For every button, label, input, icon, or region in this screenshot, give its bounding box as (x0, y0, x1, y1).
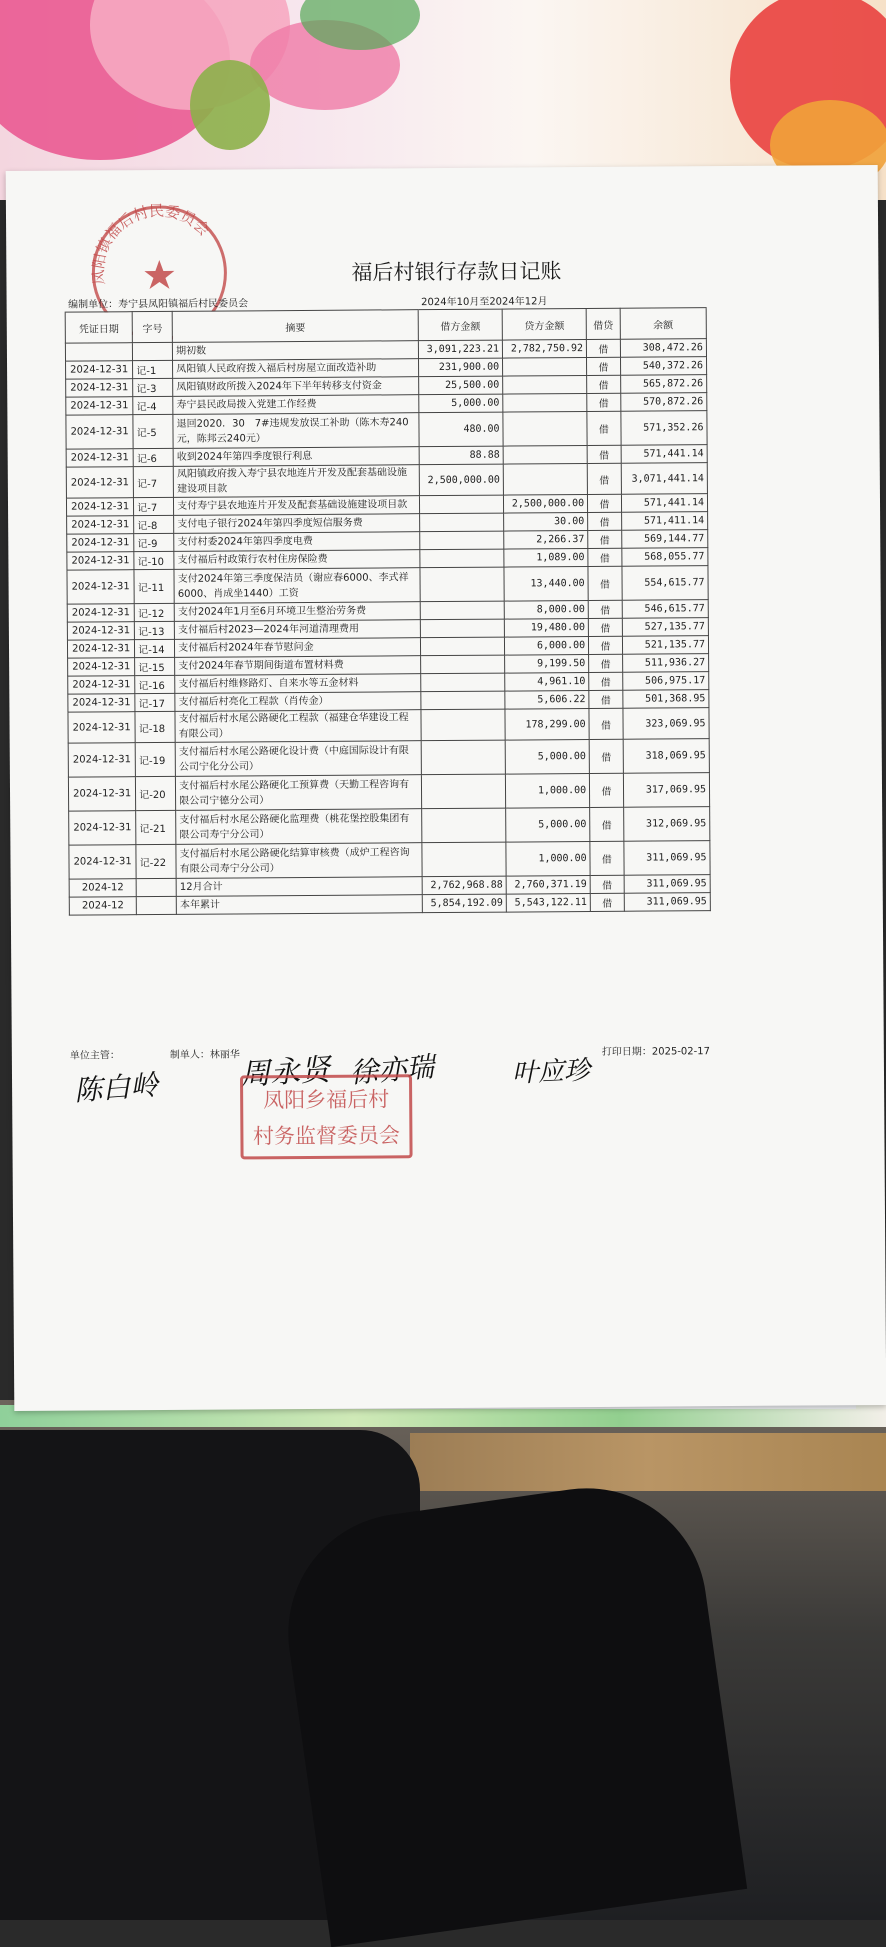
cell-voucher-no: 记-17 (135, 693, 175, 711)
cell-date: 2024-12-31 (67, 534, 134, 552)
cell-description: 期初数 (173, 341, 419, 361)
ledger-body (65, 339, 710, 915)
cell-voucher-no: 记-6 (133, 448, 173, 466)
cell-date: 2024-12-31 (68, 712, 135, 743)
cell-balance: 501,368.95 (623, 690, 709, 709)
cell-debit (422, 842, 506, 877)
cell-credit: 2,266.37 (504, 531, 588, 550)
cell-balance: 571,411.14 (621, 512, 707, 531)
cell-description: 凤阳镇财政所拨入2024年下半年转移支付资金 (173, 377, 419, 397)
cell-description: 支付2024年春节期间街道布置材料费 (175, 656, 421, 676)
cell-description: 凤阳镇政府拨入寿宁县农地连片开发及配套基础设施建设项目款 (173, 465, 419, 498)
cell-debit (420, 619, 504, 638)
cell-date: 2024-12-31 (67, 516, 134, 534)
cell-description: 支付福后村2024年春节慰问金 (175, 638, 421, 658)
cell-date: 2024-12-31 (66, 361, 133, 379)
cell-date: 2024-12-31 (67, 552, 134, 570)
cell-voucher-no: 记-5 (133, 414, 173, 448)
cell-dc: 借 (588, 600, 622, 618)
unit-label: 编制单位： (68, 298, 119, 311)
cell-debit (421, 740, 505, 775)
cell-debit (421, 709, 505, 741)
cell-debit: 2,762,968.88 (422, 876, 506, 895)
cell-date: 2024-12-31 (68, 777, 135, 811)
table-row (66, 463, 707, 498)
cell-description: 支付福后村亮化工程款（肖传金） (175, 692, 421, 712)
signature-1: 周永贤 (239, 1052, 332, 1093)
period-label: 2024年10月至2024年12月 (421, 295, 548, 308)
cell-date: 2024-12-31 (68, 658, 135, 676)
print-date: 打印日期：2025-02-17 (601, 1046, 711, 1058)
cell-balance: 554,615.77 (622, 566, 709, 601)
cell-balance: 570,872.26 (620, 393, 706, 412)
cell-voucher-no: 记-18 (135, 711, 175, 742)
document-title: 福后村银行存款日记账 (351, 259, 562, 285)
table-row (69, 841, 710, 879)
cell-credit: 19,480.00 (504, 619, 588, 638)
cell-dc: 借 (590, 875, 624, 893)
cell-credit: 8,000.00 (504, 601, 588, 620)
cell-voucher-no: 记-1 (133, 360, 173, 378)
cell-voucher-no: 记-22 (136, 844, 176, 878)
cell-dc: 借 (587, 463, 621, 494)
cell-balance: 546,615.77 (622, 600, 708, 619)
cell-date: 2024-12-31 (68, 743, 135, 777)
cell-balance: 311,069.95 (624, 875, 710, 894)
cell-balance: 318,069.95 (623, 739, 710, 774)
table-row (68, 773, 709, 811)
cell-debit (421, 691, 505, 710)
cell-voucher-no: 记-12 (134, 603, 174, 621)
cell-dc: 借 (589, 708, 623, 739)
cell-debit (421, 774, 505, 809)
cell-credit: 5,000.00 (505, 739, 589, 774)
cell-description: 支付福后村维修路灯、自来水等五金材料 (175, 674, 421, 694)
table-row (69, 807, 710, 845)
cell-voucher-no: 记-14 (135, 639, 175, 657)
cell-dc: 借 (590, 893, 624, 911)
cell-date: 2024-12-31 (68, 694, 135, 712)
cell-date: 2024-12-31 (66, 415, 133, 449)
cell-credit: 6,000.00 (505, 637, 589, 656)
cell-credit (503, 394, 587, 413)
cell-credit: 9,199.50 (505, 655, 589, 674)
col-desc: 摘要 (172, 310, 418, 343)
cell-voucher-no: 记-7 (133, 466, 173, 497)
cell-date: 2024-12 (69, 897, 136, 915)
cell-debit: 88.88 (419, 446, 503, 465)
cell-debit: 5,000.00 (419, 394, 503, 413)
cell-date: 2024-12-31 (66, 379, 133, 397)
cell-balance: 511,936.27 (622, 654, 708, 673)
table-row (68, 708, 709, 743)
ledger-table (65, 289, 711, 915)
cell-balance: 311,069.95 (624, 893, 710, 912)
cell-credit: 4,961.10 (505, 673, 589, 692)
cell-date: 2024-12-31 (69, 845, 136, 879)
cell-debit (421, 673, 505, 692)
cell-voucher-no: 记-11 (134, 569, 174, 603)
unit-name: 寿宁县凤阳镇福后村民委员会 (118, 297, 249, 310)
cell-debit (422, 808, 506, 843)
cell-dc: 借 (587, 357, 621, 375)
cell-dc: 借 (588, 512, 622, 530)
cell-description: 支付福后村政策行农村住房保险费 (174, 550, 420, 570)
cell-dc: 借 (590, 773, 624, 807)
cell-debit: 3,091,223.21 (418, 340, 502, 359)
table-row (66, 411, 707, 449)
cell-dc: 借 (589, 636, 623, 654)
cell-credit: 178,299.00 (505, 708, 589, 740)
cell-dc: 借 (587, 445, 621, 463)
cell-dc: 借 (588, 618, 622, 636)
cell-dc: 借 (588, 494, 622, 512)
cell-credit: 2,760,371.19 (506, 875, 590, 894)
cell-balance: 569,144.77 (621, 530, 707, 549)
cell-dc: 借 (586, 339, 620, 357)
cell-description: 支付福后村水尾公路硬化工程款（福建仓华建设工程有限公司） (175, 710, 421, 743)
cell-date: 2024-12-31 (68, 676, 135, 694)
cell-credit (503, 446, 587, 465)
cell-dc: 借 (587, 393, 621, 411)
cell-balance: 317,069.95 (623, 773, 710, 808)
cell-balance: 521,135.77 (622, 636, 708, 655)
cell-voucher-no: 记-7 (134, 497, 174, 515)
cell-dc: 借 (588, 548, 622, 566)
cell-credit (503, 358, 587, 377)
cell-voucher-no: 记-20 (136, 776, 176, 810)
col-no: 字号 (132, 311, 172, 342)
cell-dc: 借 (589, 739, 623, 773)
cell-debit: 2,500,000.00 (419, 464, 503, 496)
cell-credit: 1,000.00 (506, 841, 590, 876)
ledger-paper (6, 165, 886, 1411)
cell-credit (503, 464, 587, 496)
cell-balance: 571,441.14 (621, 445, 707, 464)
cell-voucher-no (136, 896, 176, 914)
column-header-row (65, 308, 706, 343)
cell-description: 支付福后村水尾公路硬化结算审核费（成炉工程咨询有限公司寿宁分公司） (176, 843, 422, 879)
cell-balance: 571,352.26 (621, 411, 708, 446)
cell-description: 支付电子银行2024年第四季度短信服务费 (174, 514, 420, 534)
village-stamp-text: 凤阳镇福后村民委员会 (89, 201, 214, 286)
cell-debit (421, 655, 505, 674)
cell-credit: 2,782,750.92 (502, 340, 586, 359)
cell-description: 支付2024年第三季度保洁员（谢应春6000、李式祥6000、肖成坐1440）工资 (174, 568, 420, 604)
leg-right (273, 1473, 747, 1947)
cell-dc: 借 (588, 530, 622, 548)
cell-debit (420, 637, 504, 656)
signature-3: 叶应珍 (511, 1055, 591, 1089)
cell-dc: 借 (589, 654, 623, 672)
cell-balance: 571,441.14 (621, 494, 707, 513)
cell-debit: 5,854,192.09 (422, 894, 506, 913)
cell-balance: 565,872.26 (620, 375, 706, 394)
wooden-board (410, 1433, 886, 1491)
cell-debit (420, 513, 504, 532)
cell-date: 2024-12-31 (67, 640, 134, 658)
cell-debit (420, 601, 504, 620)
supervision-committee-stamp (240, 1074, 413, 1159)
cell-debit (420, 567, 504, 602)
cell-voucher-no: 记-21 (136, 810, 176, 844)
cell-description: 寿宁县民政局拨入党建工作经费 (173, 395, 419, 415)
supervisor-label: 单位主管： (69, 1050, 120, 1062)
cell-balance: 308,472.26 (620, 339, 706, 358)
col-balance: 余额 (620, 308, 706, 340)
col-credit: 贷方金额 (502, 309, 586, 341)
cell-debit: 231,900.00 (419, 358, 503, 377)
cell-debit (419, 495, 503, 514)
cell-description: 凤阳镇人民政府拨入福后村房屋立面改造补助 (173, 359, 419, 379)
cell-date: 2024-12-31 (66, 397, 133, 415)
cell-balance: 323,069.95 (623, 708, 709, 740)
cell-description: 支付福后村水尾公路硬化监理费（桃花堡控股集团有限公司寿宁分公司） (176, 809, 422, 845)
stamp-line-2: 村务监督委员会 (252, 1123, 401, 1149)
cell-balance: 568,055.77 (622, 548, 708, 567)
cell-balance: 312,069.95 (623, 807, 710, 842)
col-date: 凭证日期 (65, 312, 132, 343)
cell-voucher-no: 记-9 (134, 533, 174, 551)
cell-dc: 借 (590, 841, 624, 875)
cell-balance: 506,975.17 (622, 672, 708, 691)
cell-credit: 2,500,000.00 (504, 495, 588, 514)
cell-debit: 480.00 (419, 412, 503, 447)
cell-date: 2024-12-31 (66, 449, 133, 467)
cell-voucher-no (133, 342, 173, 360)
cell-credit (503, 376, 587, 395)
col-dc: 借贷 (586, 308, 620, 339)
cell-description: 退回2020．30 7#违规发放误工补助（陈木寿240元，陈邦云240元） (173, 413, 419, 449)
cell-balance: 527,135.77 (622, 618, 708, 637)
cell-debit (420, 531, 504, 550)
table-row (69, 893, 710, 915)
cell-credit: 5,543,122.11 (506, 893, 590, 912)
cell-credit: 5,000.00 (506, 807, 590, 842)
cell-description: 支付福后村2023—2024年河道清理费用 (174, 620, 420, 640)
cell-credit: 5,606.22 (505, 690, 589, 709)
cell-description: 12月合计 (176, 877, 422, 897)
cell-voucher-no (136, 878, 176, 896)
cell-description: 支付福后村水尾公路硬化设计费（中庭国际设计有限公司宁化分公司） (175, 741, 421, 777)
cell-credit: 13,440.00 (504, 567, 588, 602)
cell-description: 支付福后村水尾公路硬化工预算费（天勤工程咨询有限公司宁德分公司） (176, 775, 422, 811)
cell-balance: 311,069.95 (624, 841, 711, 876)
table-row (68, 739, 709, 777)
stamp-line-1: 凤阳乡福后村 (263, 1087, 390, 1113)
cell-dc: 借 (589, 672, 623, 690)
cell-description: 收到2024年第四季度银行利息 (173, 447, 419, 467)
cell-date: 2024-12-31 (67, 604, 134, 622)
cell-date (65, 343, 132, 361)
cell-balance: 3,071,441.14 (621, 463, 707, 495)
cell-date: 2024-12-31 (67, 570, 134, 604)
cell-voucher-no: 记-3 (133, 378, 173, 396)
maker-label: 制单人：林丽华 (169, 1049, 240, 1061)
cell-credit: 30.00 (504, 513, 588, 532)
cell-debit: 25,500.00 (419, 376, 503, 395)
cell-voucher-no: 记-8 (134, 515, 174, 533)
cell-date: 2024-12-31 (66, 498, 133, 516)
cell-description: 支付2024年1月至6月环境卫生整治劳务费 (174, 602, 420, 622)
table-row (67, 566, 708, 604)
cell-balance: 540,372.26 (620, 357, 706, 376)
cell-dc: 借 (587, 411, 621, 445)
cell-dc: 借 (590, 807, 624, 841)
cell-dc: 借 (588, 566, 622, 600)
signature-2: 徐亦瑞 (348, 1050, 436, 1090)
cell-date: 2024-12-31 (67, 622, 134, 640)
cell-date: 2024-12-31 (66, 467, 133, 498)
cell-voucher-no: 记-10 (134, 551, 174, 569)
cell-date: 2024-12-31 (69, 811, 136, 845)
cell-voucher-no: 记-16 (135, 675, 175, 693)
cell-credit: 1,089.00 (504, 549, 588, 568)
cell-description: 本年累计 (176, 895, 422, 915)
cell-date: 2024-12 (69, 879, 136, 897)
cell-debit (420, 549, 504, 568)
cell-description: 支付寿宁县农地连片开发及配套基础设施建设项目款 (174, 496, 420, 516)
cell-voucher-no: 记-13 (135, 621, 175, 639)
cell-voucher-no: 记-15 (135, 657, 175, 675)
cell-credit: 1,000.00 (505, 773, 589, 808)
cell-voucher-no: 记-19 (135, 742, 175, 776)
cell-voucher-no: 记-4 (133, 396, 173, 414)
cell-dc: 借 (589, 690, 623, 708)
cell-credit (503, 412, 587, 447)
cell-description: 支付村委2024年第四季度电费 (174, 532, 420, 552)
cell-dc: 借 (587, 375, 621, 393)
signature-supervisor: 陈白岭 (73, 1068, 160, 1108)
col-debit: 借方金额 (418, 309, 502, 341)
